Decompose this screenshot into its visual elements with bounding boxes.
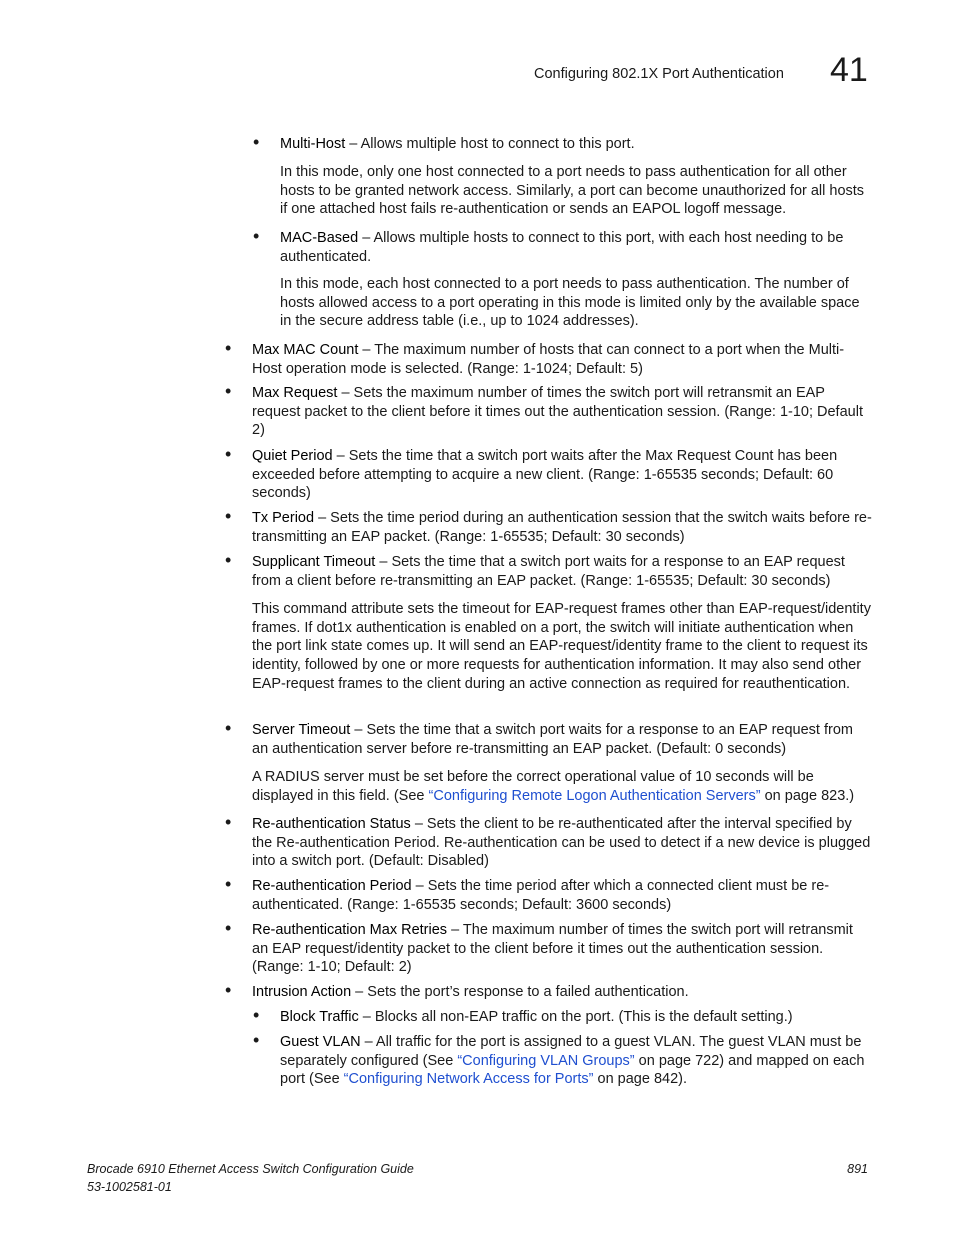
- text: on page 823.): [760, 787, 855, 804]
- description: – Sets the port’s response to a failed authentication.: [351, 984, 689, 1000]
- term: Multi-Host: [280, 136, 346, 152]
- guide-title: Brocade 6910 Ethernet Access Switch Configuration Guide: [87, 1162, 414, 1176]
- list-item-block-traffic: [280, 1008, 872, 1027]
- list-item-max-mac-count: [252, 341, 872, 378]
- list-item-mac-based: [280, 229, 872, 266]
- description: on page 722) and mapped on each port (See: [280, 1052, 865, 1088]
- description: – Sets the maximum number of times the switch port will retransmit an EAP request packet to the client before it times out the authentication session. (Range: 1-10; Default 2): [252, 385, 863, 439]
- list-item-supplicant-timeout: [252, 553, 872, 590]
- description: – All traffic for the port is assigned to a guest VLAN. The guest VLAN must be separately configured (See: [280, 1034, 862, 1069]
- description: – Sets the time that a switch port waits for a response to an EAP request from an authentication server before re-transmitting an EAP packet. (Default: 0 seconds): [252, 722, 853, 757]
- description: – The maximum number of times the switch port will retransmit an EAP request/identity packet to the client before it times out the authentication session. (Range: 1-10; Default: 2): [252, 922, 853, 976]
- term: Re-authentication Period: [252, 878, 412, 894]
- description: – Sets the time that a switch port waits for a response to an EAP request from a client before re-transmitting an EAP packet. (Range: 1-65535; Default: 30 seconds): [252, 554, 845, 589]
- description: – Allows multiple hosts to connect to this port, with each host needing to be authenticated.: [280, 230, 844, 265]
- term: Re-authentication Max Retries: [252, 922, 448, 938]
- list-item-reauth-max-retries: [252, 921, 872, 977]
- paragraph-multi-host: In this mode, only one host connected to a port needs to pass authentication for all other hosts to be granted network access. Similarly, a port can become unauthorized for all hosts if one attached host fails re-authentication or sends an EAPOL logoff message.: [280, 164, 865, 218]
- list-item-max-request: [252, 384, 872, 440]
- link-remote-logon-servers[interactable]: “Configuring Remote Logon Authentication Servers”: [428, 787, 761, 804]
- list-item-quiet-period: [252, 447, 872, 503]
- term: Guest VLAN: [280, 1034, 361, 1050]
- list-item-reauth-period: [252, 877, 872, 914]
- term: Max MAC Count: [252, 342, 359, 358]
- description: on page 842).: [593, 1071, 688, 1088]
- description: – Sets the time period during an authentication session that the switch waits before re-transmitting an EAP packet. (Range: 1-65535; Default: 30 seconds): [252, 510, 872, 545]
- term: Block Traffic: [280, 1009, 359, 1025]
- chapter-number: 41: [830, 51, 868, 89]
- paragraph-supplicant-timeout: This command attribute sets the timeout for EAP-request frames other than EAP-request/identity frames. If dot1x authentication is enabled on a port, the switch will initiate authentication when the port link state comes up. It will send an EAP-request/identity frame to the client to request its identity, followed by one or more requests for authentication information. It may also send other EAP-request frames to the client during an active connection as required for reauthentication.: [252, 601, 871, 692]
- paragraph-server-timeout: [252, 768, 872, 805]
- term: Intrusion Action: [252, 984, 352, 1000]
- description: – Sets the time that a switch port waits after the Max Request Count has been exceeded before attempting to acquire a new client. (Range: 1-65535 seconds; Default: 60 seconds): [252, 448, 838, 502]
- term: Supplicant Timeout: [252, 554, 376, 570]
- chapter-title: Configuring 802.1X Port Authentication: [534, 66, 784, 82]
- description: – The maximum number of hosts that can connect to a port when the Multi-Host operation mode is selected. (Range: 1-1024; Default: 5): [252, 342, 845, 377]
- page-number: 891: [847, 1162, 868, 1176]
- list-item-tx-period: [252, 509, 872, 546]
- term: Quiet Period: [252, 448, 333, 464]
- term: MAC-Based: [280, 230, 359, 246]
- link-vlan-groups[interactable]: “Configuring VLAN Groups”: [457, 1052, 635, 1069]
- list-item-multi-host: [280, 135, 872, 154]
- term: Re-authentication Status: [252, 816, 411, 832]
- text: A RADIUS server must be set before the correct operational value of 10 seconds will be displayed in this field. (See: [252, 769, 814, 804]
- description: – Allows multiple host to connect to this port.: [345, 136, 635, 152]
- description: – Sets the time period after which a connected client must be re-authenticated. (Range: 1-65535 seconds; Default: 3600 seconds): [252, 878, 830, 913]
- document-id: 53-1002581-01: [87, 1180, 172, 1194]
- description: – Sets the client to be re-authenticated after the interval specified by the Re-authentication Period. Re-authentication can be used to detect if a new device is plugged into a switch port. (Default: Disabled): [252, 816, 871, 870]
- list-item-intrusion-action: [252, 983, 872, 1002]
- term: Max Request: [252, 385, 338, 401]
- term: Server Timeout: [252, 722, 351, 738]
- paragraph-mac-based: In this mode, each host connected to a port needs to pass authentication. The number of hosts allowed access to a port operating in this mode is limited only by the available space in the secure address table (i.e., up to 1024 addresses).: [280, 276, 860, 330]
- term: Tx Period: [252, 510, 315, 526]
- link-network-access-ports[interactable]: “Configuring Network Access for Ports”: [343, 1071, 594, 1088]
- list-item-server-timeout: [252, 721, 872, 758]
- list-item-reauth-status: [252, 815, 872, 871]
- description: – Blocks all non-EAP traffic on the port. (This is the default setting.): [358, 1009, 793, 1025]
- list-item-guest-vlan: [280, 1033, 872, 1089]
